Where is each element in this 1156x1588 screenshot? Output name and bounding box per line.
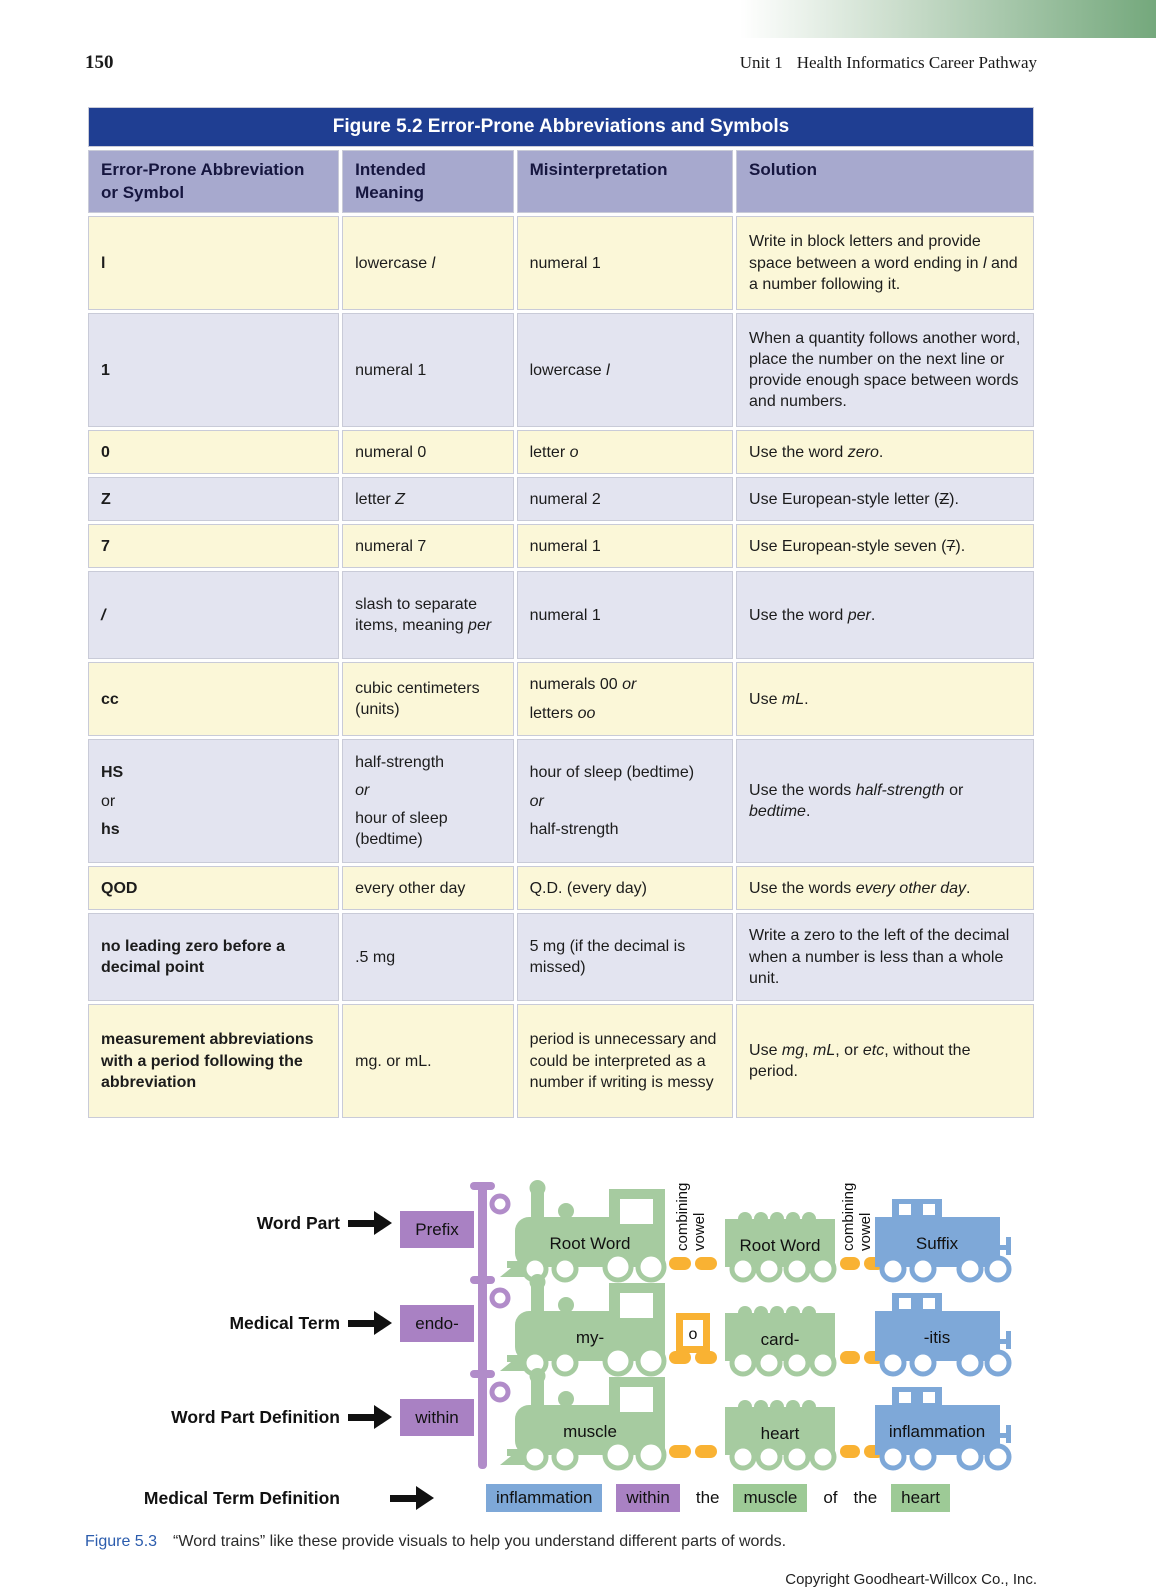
cupola-window	[923, 1392, 935, 1403]
cupola-window	[923, 1298, 935, 1309]
wheel-icon	[758, 1446, 780, 1468]
table-row	[88, 866, 1034, 910]
table-row	[88, 313, 1034, 427]
sign-label: within	[415, 1408, 459, 1428]
coupling-icon	[840, 1257, 860, 1270]
coupling-icon	[695, 1445, 717, 1458]
sign-label: endo-	[415, 1314, 459, 1334]
cell-meaning: mg. or mL.	[342, 1004, 513, 1118]
cab-window	[620, 1199, 653, 1224]
wheel-icon	[987, 1446, 1009, 1468]
train-row-label: Medical Term Definition	[143, 1487, 340, 1508]
table-title-row	[88, 107, 1034, 147]
cell-abbr: 7	[88, 524, 339, 568]
engine-label: my-	[575, 1328, 605, 1348]
word-train-diagram	[85, 1165, 1045, 1519]
sign-label: Prefix	[415, 1220, 459, 1240]
caboose-label: Suffix	[915, 1234, 959, 1254]
combining-vowel-label: combining	[840, 1182, 857, 1252]
coupling-icon	[695, 1257, 717, 1270]
definition-word: the	[695, 1488, 720, 1508]
cell-abbr: HS or hs	[88, 739, 339, 863]
wheel-icon	[882, 1446, 904, 1468]
col-header-abbreviation: Error-Prone Abbreviation or Symbol	[88, 150, 339, 213]
error-prone-abbreviations-table	[85, 104, 1037, 1121]
running-head	[740, 53, 1037, 73]
table-row	[88, 477, 1034, 521]
cell-solution: When a quantity follows another word, place the number on the next line or provide enough space between words and numbers.	[736, 313, 1034, 427]
signal-pole-icon	[478, 1182, 487, 1281]
cell-meaning: lowercase l	[342, 216, 513, 310]
cell-abbr: 0	[88, 430, 339, 474]
cell-abbr: Z	[88, 477, 339, 521]
table-title: Figure 5.2 Error-Prone Abbreviations and Symbols	[88, 107, 1034, 147]
coupling-icon	[840, 1445, 860, 1458]
vowel-box-label: o	[688, 1326, 698, 1344]
definition-word: heart	[891, 1484, 950, 1512]
cell-meaning: cubic centimeters (units)	[342, 662, 513, 736]
table-row	[88, 739, 1034, 863]
wheel-icon	[959, 1446, 981, 1468]
cell-solution: Use European-style letter (Z).	[736, 477, 1034, 521]
signal-pole-icon	[478, 1370, 487, 1469]
copyright-notice: Copyright Goodheart-Willcox Co., Inc.	[785, 1571, 1037, 1588]
definition-word: within	[616, 1484, 679, 1512]
cell-abbr: measurement abbreviations with a period following the abbreviation	[88, 1004, 339, 1118]
train-graphic	[395, 1365, 1035, 1469]
table-row	[88, 430, 1034, 474]
signal-ring-icon	[492, 1196, 508, 1212]
coupling-icon	[669, 1257, 691, 1270]
arrow-icon	[390, 1486, 434, 1510]
table-header-row	[88, 150, 1034, 213]
cell-solution: Use mg, mL, or etc, without the period.	[736, 1004, 1034, 1118]
cell-meaning: .5 mg	[342, 913, 513, 1001]
combining-vowel-label: vowel	[857, 1212, 874, 1252]
cell-meaning: slash to separate items, meaning per	[342, 571, 513, 659]
cell-meaning: letter Z	[342, 477, 513, 521]
cell-meaning: numeral 1	[342, 313, 513, 427]
col-header-misinterpretation: Misinterpretation	[517, 150, 733, 213]
signal-ring-icon	[492, 1290, 508, 1306]
cupola-window	[899, 1298, 911, 1309]
arrow-icon	[348, 1211, 392, 1235]
cell-misinterpretation: period is unnecessary and could be interpreted as a number if writing is messy	[517, 1004, 733, 1118]
car-label: Root Word	[739, 1236, 821, 1256]
cell-misinterpretation: 5 mg (if the decimal is missed)	[517, 913, 733, 1001]
table-row	[88, 662, 1034, 736]
car-label: heart	[760, 1424, 800, 1444]
definition-words	[486, 1484, 964, 1512]
table-row	[88, 571, 1034, 659]
wheel-icon	[524, 1446, 546, 1468]
word-train-row-medical-term	[85, 1271, 1045, 1375]
engine-label: muscle	[563, 1422, 617, 1442]
cab-window	[620, 1293, 653, 1318]
cell-solution: Use the words every other day.	[736, 866, 1034, 910]
col-header-solution: Solution	[736, 150, 1034, 213]
table-row	[88, 913, 1034, 1001]
cell-misinterpretation: letter o	[517, 430, 733, 474]
wheel-icon	[786, 1446, 808, 1468]
train-row-label: Word Part	[256, 1212, 340, 1233]
figure-caption-text: “Word trains” like these provide visuals to help you understand different parts of words.	[173, 1533, 787, 1551]
cupola-window	[899, 1204, 911, 1215]
cell-meaning: every other day	[342, 866, 513, 910]
page-number: 150	[85, 52, 114, 73]
cell-abbr: 1	[88, 313, 339, 427]
wheel-icon	[812, 1446, 834, 1468]
medical-term-definition-row	[85, 1477, 1045, 1519]
cell-misinterpretation: numeral 1	[517, 216, 733, 310]
cell-abbr: no leading zero before a decimal point	[88, 913, 339, 1001]
definition-word: the	[853, 1488, 878, 1508]
wheel-icon	[732, 1446, 754, 1468]
cell-abbr: /	[88, 571, 339, 659]
wheel-icon	[605, 1442, 631, 1468]
combining-vowel-label: combining	[674, 1182, 691, 1252]
wheel-icon	[638, 1442, 664, 1468]
coupling-icon	[669, 1445, 691, 1458]
engine-label: Root Word	[549, 1234, 631, 1254]
arrow-icon	[348, 1405, 392, 1429]
cell-misinterpretation: numerals 00 or letters oo	[517, 662, 733, 736]
cell-abbr: l	[88, 216, 339, 310]
cell-meaning: numeral 7	[342, 524, 513, 568]
word-train-row-word-part-definition	[85, 1365, 1045, 1469]
cell-misinterpretation: numeral 1	[517, 571, 733, 659]
figure-caption	[85, 1533, 1156, 1551]
arrow-icon	[348, 1311, 392, 1335]
cell-solution: Use European-style seven (7).	[736, 524, 1034, 568]
cab-window	[620, 1387, 653, 1412]
unit-label: Unit 1	[739, 53, 783, 72]
cupola-window	[923, 1204, 935, 1215]
cell-misinterpretation: hour of sleep (bedtime) or half-strength	[517, 739, 733, 863]
signal-ring-icon	[492, 1384, 508, 1400]
cell-abbr: QOD	[88, 866, 339, 910]
caboose-label: inflammation	[888, 1422, 986, 1442]
cell-solution: Use the words half-strength or bedtime.	[736, 739, 1034, 863]
definition-word: muscle	[733, 1484, 807, 1512]
train-row-label: Word Part Definition	[171, 1406, 340, 1427]
car-label: card-	[760, 1330, 800, 1350]
train-graphic	[395, 1165, 1035, 1281]
cell-solution: Use the word per.	[736, 571, 1034, 659]
page-top-accent-bar	[740, 0, 1156, 38]
cell-meaning: half-strength or hour of sleep (bedtime)	[342, 739, 513, 863]
wheel-icon	[554, 1446, 576, 1468]
cell-misinterpretation: numeral 1	[517, 524, 733, 568]
cell-solution: Use the word zero.	[736, 430, 1034, 474]
table-row	[88, 524, 1034, 568]
signal-pole-icon	[478, 1276, 487, 1375]
cell-misinterpretation: lowercase l	[517, 313, 733, 427]
word-train-row-word-part	[85, 1165, 1045, 1281]
train-graphic	[395, 1271, 1035, 1375]
coupling-icon	[840, 1351, 860, 1364]
cell-solution: Write in block letters and provide space between a word ending in l and a number following it.	[736, 216, 1034, 310]
cupola-window	[899, 1392, 911, 1403]
unit-title: Health Informatics Career Pathway	[796, 53, 1037, 72]
train-row-label: Medical Term	[229, 1312, 340, 1333]
caboose-label: -itis	[923, 1328, 951, 1348]
table-row	[88, 1004, 1034, 1118]
wheel-icon	[912, 1446, 934, 1468]
definition-word: inflammation	[486, 1484, 602, 1512]
cell-abbr: cc	[88, 662, 339, 736]
definition-word: of	[823, 1488, 838, 1508]
cell-meaning: numeral 0	[342, 430, 513, 474]
cell-solution: Use mL.	[736, 662, 1034, 736]
col-header-intended-meaning: Intended Meaning	[342, 150, 513, 213]
combining-vowel-label: vowel	[691, 1212, 708, 1252]
figure-caption-label: Figure 5.3	[85, 1533, 158, 1551]
cell-misinterpretation: numeral 2	[517, 477, 733, 521]
cell-solution: Write a zero to the left of the decimal when a number is less than a whole unit.	[736, 913, 1034, 1001]
table-row	[88, 216, 1034, 310]
cell-misinterpretation: Q.D. (every day)	[517, 866, 733, 910]
